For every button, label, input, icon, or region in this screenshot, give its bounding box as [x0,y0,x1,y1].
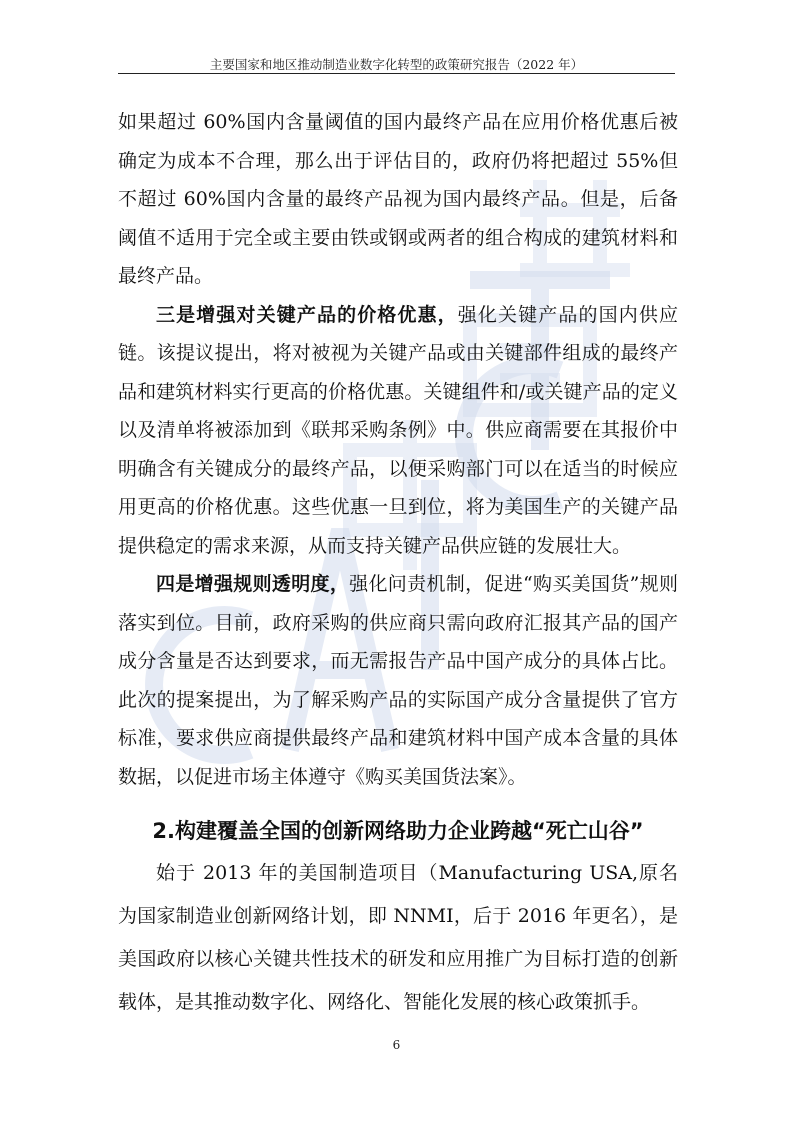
paragraph-key-products [118,296,678,566]
body-text-block [118,103,678,796]
paragraph-manufacturing-usa: 始于 2013 年的美国制造项目（Manufacturing USA,原名为国家制造业创新网络计划，即 NNMI，后于 2016 年更名），是美国政府以核心关键共性技术的研发和应用推广为目标打造的创新载体，是其推动数字化、网络化、智能化发展的核心政策抓手。 [118,862,678,1013]
running-header: 主要国家和地区推动制造业数字化转型的政策研究报告（2022 年） [209,57,584,72]
paragraph-body: 强化问责机制，促进“购买美国货”规则落实到位。目前，政府采购的供应商只需向政府汇报其产品的国产成分含量是否达到要求，而无需报告产品中国产成分的具体占比。此次的提案提出，为了解采购产品的实际国产成分含量提供了官方标准，要求供应商提供最终产品和建筑材料中国产成本含量的具体数据，以促进市场主体遵守《购买美国货法案》。 [118,573,678,788]
paragraph-body: 强化关键产品的国内供应链。该提议提出，将对被视为关键产品或由关键部件组成的最终产品和建筑材料实行更高的价格优惠。关键组件和/或关键产品的定义以及清单将被添加到《联邦采购条例》中。供应商需要在其报价中明确含有关键成分的最终产品，以便采购部门可以在适当的时候应用更高的价格优惠。这些优惠一旦到位，将为美国生产的关键产品提供稳定的需求来源，从而支持关键产品供应链的发展壮大。 [118,303,678,557]
paragraph-lead-bold: 三是增强对关键产品的价格优惠， [156,303,458,326]
body-text-block-2 [118,852,678,1024]
paragraph-price-threshold: 如果超过 60%国内含量阈值的国内最终产品在应用价格优惠后被确定为成本不合理，那么出于评估目的，政府仍将把超过 55%但不超过 60%国内含量的最终产品视为国内最终产品。但是，后备阈值不适用于完全或主要由铁或钢或两者的组合构成的建筑材料和最终产品。 [118,111,678,287]
header-rule [118,73,675,74]
page-number: 6 [392,1038,401,1052]
section-heading: 2.构建覆盖全国的创新网络助力企业跨越“死亡山谷” [152,819,644,843]
paragraph-lead-bold: 四是增强规则透明度， [156,573,350,595]
paragraph-transparency [118,565,678,796]
